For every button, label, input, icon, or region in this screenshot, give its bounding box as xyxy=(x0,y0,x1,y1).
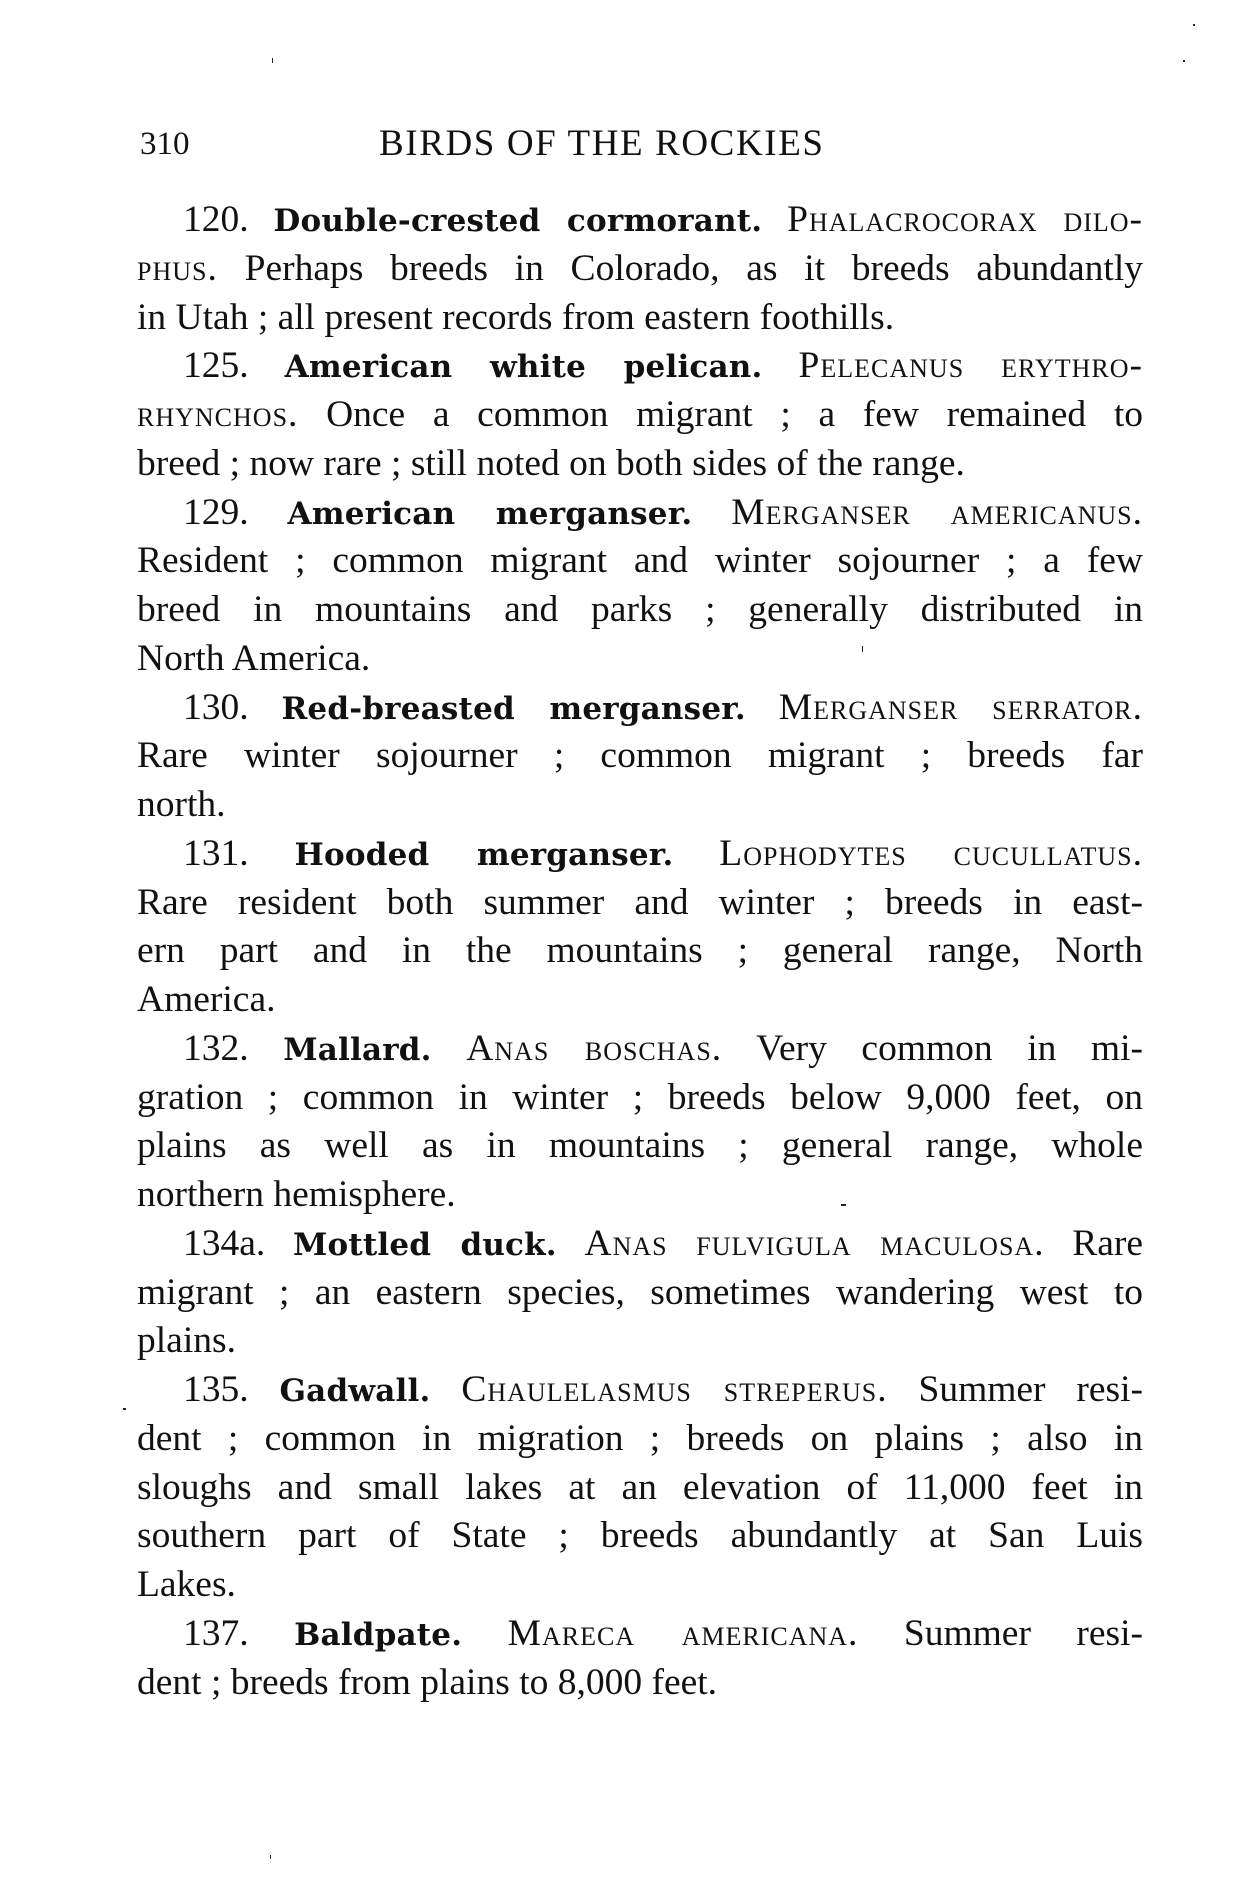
species-list xyxy=(137,196,1143,1707)
entry-number: 130. xyxy=(183,686,249,728)
scan-speck xyxy=(862,646,863,652)
text-line xyxy=(137,1317,1143,1366)
species-entry xyxy=(137,684,1143,830)
scientific-name: Pelecanus erythro- xyxy=(798,345,1143,387)
running-head xyxy=(137,120,1143,168)
text-line xyxy=(137,1122,1143,1171)
text-line xyxy=(137,732,1143,781)
text-line xyxy=(137,1074,1143,1123)
text-line xyxy=(137,781,1143,830)
entry-number: 132. xyxy=(183,1027,249,1069)
description-text: plains as well as in mountains ; general range, whole xyxy=(137,1125,1143,1167)
common-name: Gadwall. xyxy=(279,1373,431,1409)
species-entry xyxy=(137,830,1143,1025)
common-name: Mallard. xyxy=(283,1031,432,1068)
scientific-name: Merganser serrator. xyxy=(778,686,1143,728)
text-line xyxy=(137,440,1143,489)
common-name: Baldpate. xyxy=(294,1616,463,1653)
scan-speck xyxy=(1193,24,1195,26)
entry-number: 125. xyxy=(183,345,249,387)
entry-number: 135. xyxy=(183,1369,249,1410)
text-line xyxy=(137,391,1143,440)
scientific-name: rhynchos. xyxy=(137,394,299,435)
scan-speck xyxy=(841,1204,846,1206)
scientific-name: Anas boschas. xyxy=(466,1027,723,1069)
description-text: plains. xyxy=(137,1320,236,1362)
common-name: Double-crested cormorant. xyxy=(273,203,763,239)
description-text: Very common in mi- xyxy=(756,1027,1144,1069)
text-line xyxy=(137,927,1143,976)
species-entry xyxy=(137,196,1143,342)
common-name: Mottled duck. xyxy=(292,1226,557,1263)
description-text: Resident ; common migrant and winter sojourner ; a few xyxy=(137,540,1143,582)
description-text: northern hemisphere. xyxy=(137,1174,456,1215)
entry-number: 134a. xyxy=(183,1222,266,1264)
description-text: sloughs and small lakes at an elevation of 11,000 feet in xyxy=(137,1466,1143,1508)
description-text: Perhaps breeds in Colorado, as it breeds abundantly xyxy=(244,247,1143,289)
description-text: Lakes. xyxy=(137,1564,236,1605)
species-entry xyxy=(137,1366,1143,1610)
text-line xyxy=(137,245,1143,294)
description-text: southern part of State ; breeds abundantly at San Luis xyxy=(137,1515,1143,1557)
description-text: in Utah ; all present records from eastern foothills. xyxy=(137,296,895,338)
text-line xyxy=(137,489,1143,538)
common-name: American merganser. xyxy=(287,495,693,532)
scan-speck xyxy=(272,58,273,63)
scientific-name: Lophodytes cucullatus. xyxy=(719,832,1143,874)
text-line xyxy=(137,537,1143,586)
text-line xyxy=(137,635,1143,684)
entry-number: 137. xyxy=(183,1612,249,1654)
text-line xyxy=(137,1366,1143,1415)
description-text: Once a common migrant ; a few remained to xyxy=(326,394,1143,435)
description-text: America. xyxy=(137,979,276,1020)
text-line xyxy=(137,342,1143,391)
description-text: dent ; common in migration ; breeds on plains ; also in xyxy=(137,1417,1143,1459)
scientific-name: Mareca americana. xyxy=(507,1612,859,1654)
text-line xyxy=(137,1464,1143,1513)
description-text: ern part and in the mountains ; general range, North xyxy=(137,930,1143,972)
species-entry xyxy=(137,489,1143,684)
description-text: migrant ; an eastern species, sometimes wandering west to xyxy=(137,1271,1143,1313)
entry-number: 120. xyxy=(183,199,249,240)
scan-speck xyxy=(123,1408,126,1410)
scan-speck xyxy=(270,1855,271,1859)
description-text: dent ; breeds from plains to 8,000 feet. xyxy=(137,1661,718,1703)
species-entry xyxy=(137,342,1143,488)
entry-number: 129. xyxy=(183,491,249,533)
description-text: gration ; common in winter ; breeds below 9,000 feet, on xyxy=(137,1076,1143,1118)
text-line xyxy=(137,1171,1143,1220)
common-name: Red-breasted merganser. xyxy=(281,690,746,727)
scientific-name: phus. xyxy=(137,247,218,289)
description-text: Summer resi- xyxy=(918,1369,1144,1410)
species-entry xyxy=(137,1220,1143,1366)
text-line xyxy=(137,1659,1143,1708)
text-line xyxy=(137,830,1143,879)
scientific-name: Merganser americanus. xyxy=(731,491,1143,533)
description-text: Rare xyxy=(1072,1222,1144,1264)
scientific-name: Chaulelasmus streperus. xyxy=(461,1369,888,1410)
scientific-name: Phalacrocorax dilo- xyxy=(787,199,1144,240)
running-title: BIRDS OF THE ROCKIES xyxy=(379,123,825,164)
text-line xyxy=(137,684,1143,733)
description-text: breed in mountains and parks ; generally distributed in xyxy=(137,589,1143,630)
description-text: Rare resident both summer and winter ; breeds in east- xyxy=(137,881,1143,923)
species-entry xyxy=(137,1610,1143,1708)
entry-number: 131. xyxy=(183,832,249,874)
text-line xyxy=(137,1269,1143,1318)
description-text: breed ; now rare ; still noted on both sides of the range. xyxy=(137,442,965,484)
text-line xyxy=(137,976,1143,1025)
text-line xyxy=(137,586,1143,635)
description-text: Summer resi- xyxy=(903,1612,1144,1654)
text-line xyxy=(137,294,1143,343)
text-line xyxy=(137,1220,1143,1269)
species-entry xyxy=(137,1025,1143,1220)
description-text: Rare winter sojourner ; common migrant ; breeds far xyxy=(137,735,1143,777)
description-text: North America. xyxy=(137,637,371,679)
common-name: American white pelican. xyxy=(284,349,763,386)
common-name: Hooded merganser. xyxy=(294,836,674,873)
text-line xyxy=(137,1415,1143,1464)
page-number: 310 xyxy=(140,126,190,162)
text-line xyxy=(137,1025,1143,1074)
text-line xyxy=(137,879,1143,928)
description-text: north. xyxy=(137,784,226,825)
scientific-name: Anas fulvigula maculosa. xyxy=(584,1222,1045,1264)
text-line xyxy=(137,1561,1143,1610)
text-line xyxy=(137,1512,1143,1561)
text-line xyxy=(137,1610,1143,1659)
text-line xyxy=(137,196,1143,245)
scan-speck xyxy=(1183,60,1185,62)
